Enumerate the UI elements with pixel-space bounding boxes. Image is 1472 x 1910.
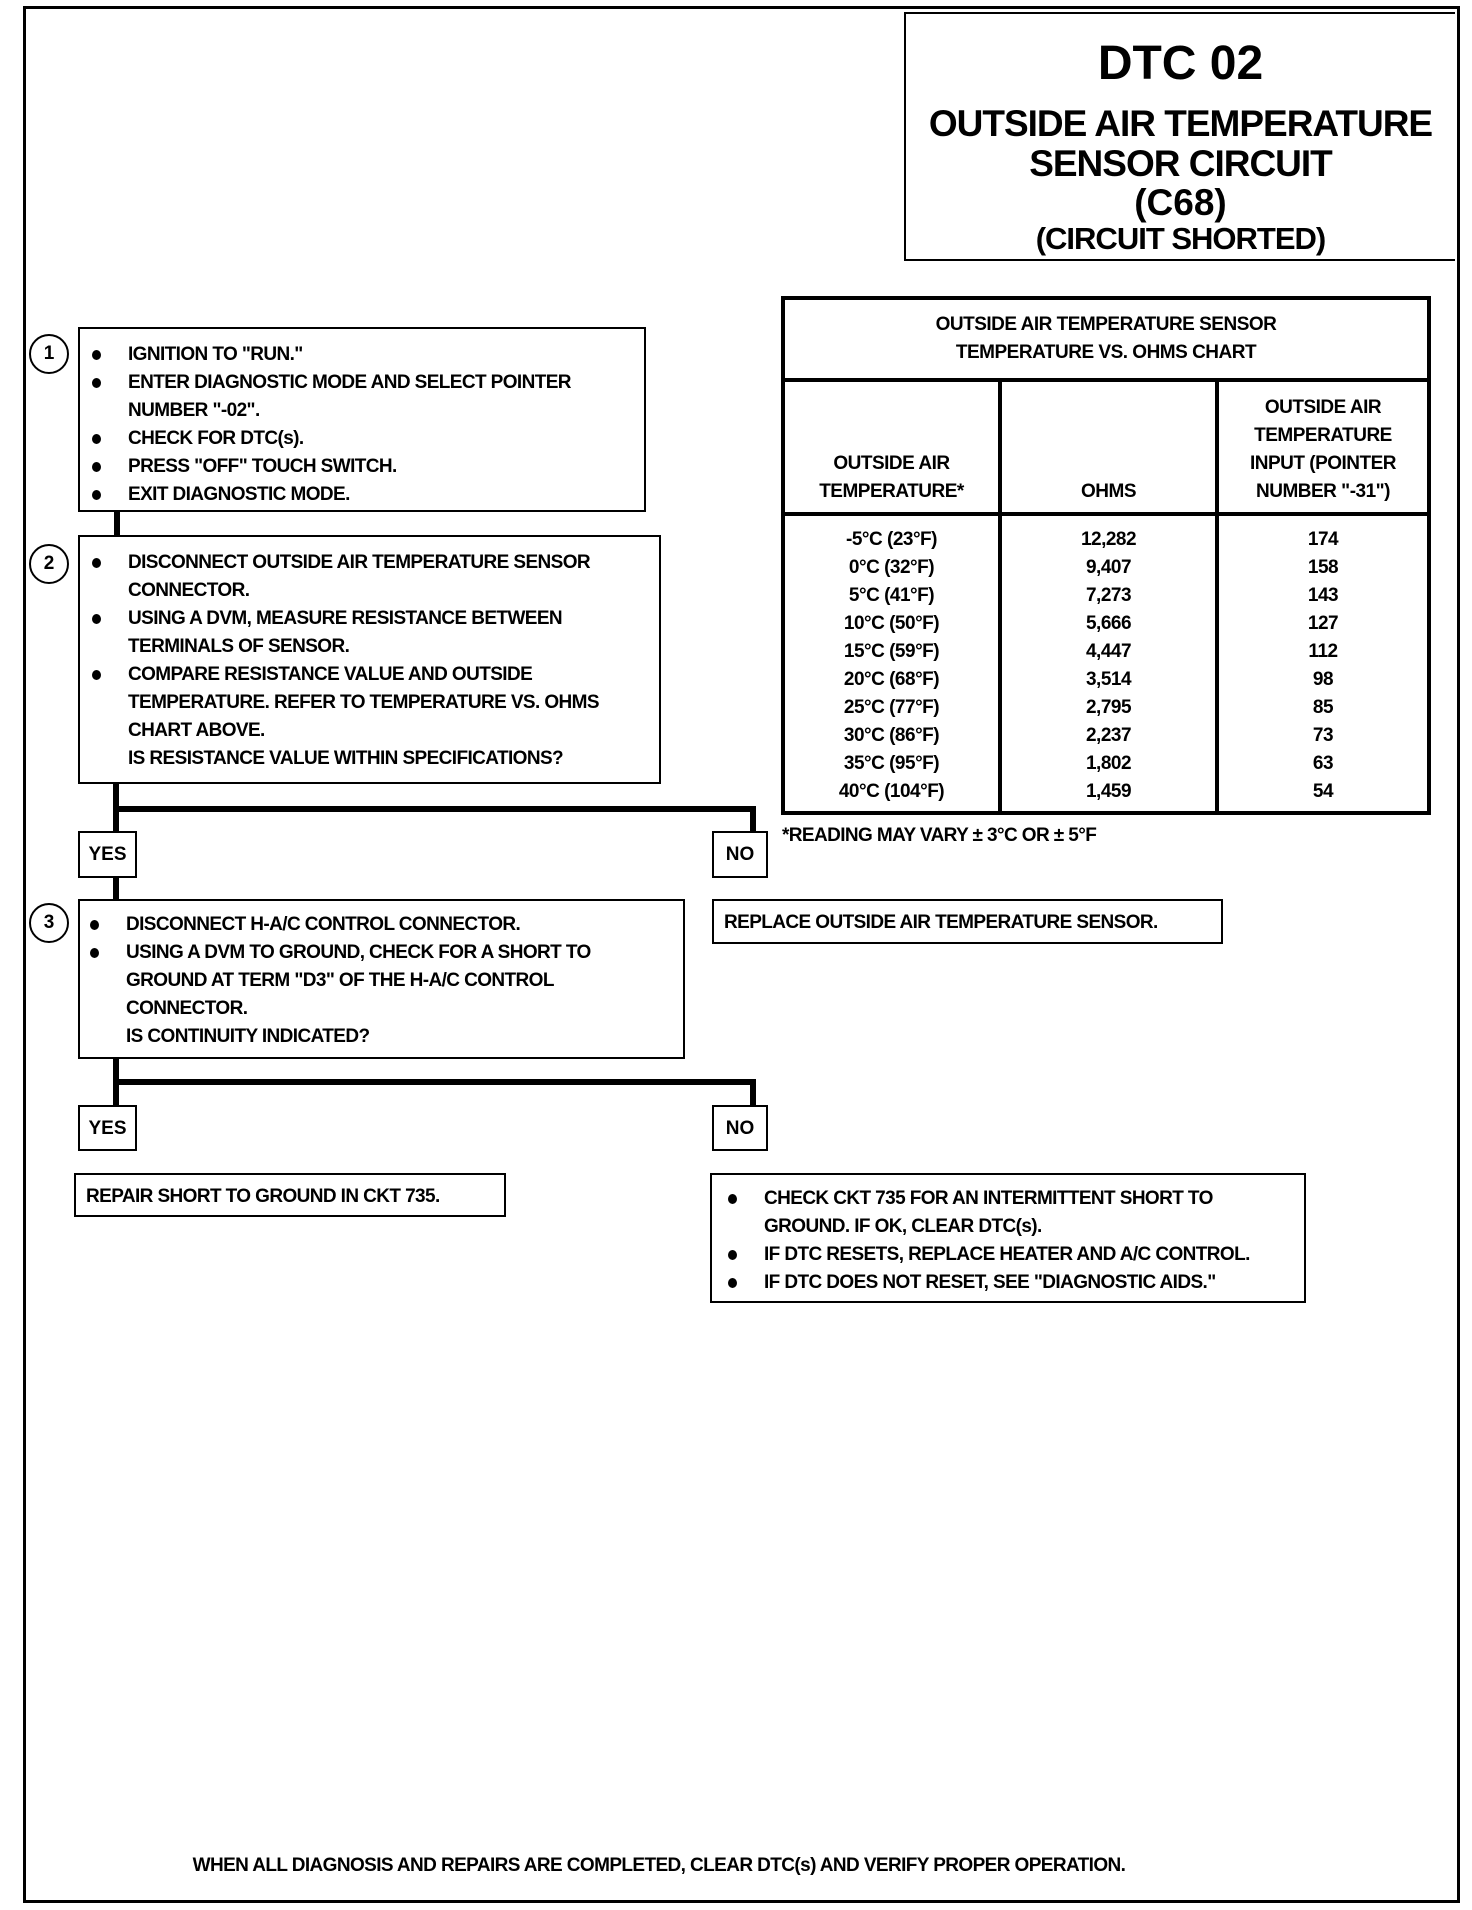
step-3-list <box>84 911 673 1051</box>
temperature-cell: 15°C (59°F) <box>843 641 940 662</box>
chart-footnote: *READING MAY VARY ± 3°C OR ± 5°F <box>782 825 1097 846</box>
header-temperature: OUTSIDE AIR TEMPERATURE* <box>783 380 1000 514</box>
step-item: IGNITION TO "RUN." <box>86 341 634 369</box>
ohms-cell: 9,407 <box>1085 557 1132 578</box>
temperature-cell: 30°C (86°F) <box>843 725 940 746</box>
pointer-cell: 73 <box>1312 725 1334 746</box>
step-item: USING A DVM TO GROUND, CHECK FOR A SHORT TO GROUND AT TERM "D3" OF THE H-A/C CONTROL CONNECTOR. <box>84 939 673 1023</box>
temperature-cell: 5°C (41°F) <box>848 585 935 606</box>
step-number-3: 3 <box>29 903 69 943</box>
pointer-cell: 174 <box>1307 529 1339 550</box>
chart-title: OUTSIDE AIR TEMPERATURE SENSOR TEMPERATURE VS. OHMS CHART <box>783 298 1429 380</box>
header-ohms: OHMS <box>1000 380 1217 514</box>
check-circuit-box <box>710 1173 1306 1303</box>
connector-line <box>750 806 756 832</box>
pointer-cell: 158 <box>1307 557 1339 578</box>
temperature-cell: 0°C (32°F) <box>848 557 935 578</box>
step-question: IS RESISTANCE VALUE WITHIN SPECIFICATIONS? <box>128 748 564 769</box>
temperature-cell: 25°C (77°F) <box>843 697 940 718</box>
temperature-cell: 40°C (104°F) <box>838 781 945 802</box>
step-item: DISCONNECT OUTSIDE AIR TEMPERATURE SENSOR CONNECTOR. <box>86 549 649 605</box>
ohms-cell: 3,514 <box>1085 669 1132 690</box>
step-item: ENTER DIAGNOSTIC MODE AND SELECT POINTER NUMBER "-02". <box>86 369 634 425</box>
temperature-cell: 35°C (95°F) <box>843 753 940 774</box>
ohms-cell: 4,447 <box>1085 641 1132 662</box>
ohms-cell: 2,237 <box>1085 725 1132 746</box>
pointer-cell: 63 <box>1312 753 1334 774</box>
check-item: CHECK CKT 735 FOR AN INTERMITTENT SHORT TO GROUND. IF OK, CLEAR DTC(s). <box>722 1185 1294 1241</box>
no-label: NO <box>712 831 768 878</box>
connector-line <box>114 512 120 536</box>
dtc-code: DTC 02 <box>1097 37 1264 90</box>
ohms-cell: 1,802 <box>1085 753 1132 774</box>
title-block <box>904 12 1455 261</box>
connector-line <box>750 1079 756 1106</box>
pointer-cell: 54 <box>1312 781 1334 802</box>
ohms-cell: 1,459 <box>1085 781 1132 802</box>
ohms-cell: 5,666 <box>1085 613 1132 634</box>
ohms-cell: 12,282 <box>1080 529 1137 550</box>
pointer-cell: 85 <box>1312 697 1334 718</box>
title-line: (C68) <box>1134 182 1227 223</box>
step-number-2: 2 <box>29 544 69 584</box>
temperature-cell: 20°C (68°F) <box>843 669 940 690</box>
step-1-list <box>86 341 634 509</box>
step-item: COMPARE RESISTANCE VALUE AND OUTSIDE TEMPERATURE. REFER TO TEMPERATURE VS. OHMS CHART ABOVE. <box>86 661 649 745</box>
repair-short-box: REPAIR SHORT TO GROUND IN CKT 735. <box>74 1173 506 1217</box>
replace-sensor-box: REPLACE OUTSIDE AIR TEMPERATURE SENSOR. <box>712 899 1223 944</box>
title-line: (CIRCUIT SHORTED) <box>1035 221 1326 256</box>
step-item: EXIT DIAGNOSTIC MODE. <box>86 481 634 509</box>
temperature-ohms-chart <box>781 296 1431 815</box>
step-item: DISCONNECT H-A/C CONTROL CONNECTOR. <box>84 911 673 939</box>
step-item: PRESS "OFF" TOUCH SWITCH. <box>86 453 634 481</box>
ohms-cell: 2,795 <box>1085 697 1132 718</box>
ohms-cell: 7,273 <box>1085 585 1132 606</box>
pointer-column <box>1217 514 1429 813</box>
ohms-column <box>1000 514 1217 813</box>
temperature-cell: 10°C (50°F) <box>843 613 940 634</box>
step-2-list <box>86 549 649 773</box>
step-2-box <box>78 535 661 784</box>
header-pointer-input: OUTSIDE AIR TEMPERATURE INPUT (POINTER NUMBER "-31") <box>1217 380 1429 514</box>
temperature-cell: -5°C (23°F) <box>846 529 937 550</box>
step-3-box <box>78 899 685 1059</box>
step-item: CHECK FOR DTC(s). <box>86 425 634 453</box>
check-item: IF DTC RESETS, REPLACE HEATER AND A/C CONTROL. <box>722 1241 1294 1269</box>
connector-line <box>113 1079 756 1085</box>
footer-note: WHEN ALL DIAGNOSIS AND REPAIRS ARE COMPLETED, CLEAR DTC(s) AND VERIFY PROPER OPERATION. <box>192 1855 1126 1876</box>
step-1-box <box>78 327 646 512</box>
check-list <box>722 1185 1294 1297</box>
yes-label: YES <box>78 831 137 878</box>
step-number-1: 1 <box>29 334 69 374</box>
pointer-cell: 98 <box>1312 669 1334 690</box>
connector-line <box>113 806 756 812</box>
pointer-cell: 143 <box>1307 585 1339 606</box>
no-label: NO <box>712 1105 768 1151</box>
temperature-column <box>783 514 1000 813</box>
step-question: IS CONTINUITY INDICATED? <box>126 1026 370 1047</box>
pointer-cell: 127 <box>1307 613 1339 634</box>
check-item: IF DTC DOES NOT RESET, SEE "DIAGNOSTIC AIDS." <box>722 1269 1294 1297</box>
title-line: OUTSIDE AIR TEMPERATURE <box>928 103 1433 144</box>
step-item: USING A DVM, MEASURE RESISTANCE BETWEEN TERMINALS OF SENSOR. <box>86 605 649 661</box>
yes-label: YES <box>78 1105 137 1151</box>
pointer-cell: 112 <box>1308 641 1338 662</box>
title-line: SENSOR CIRCUIT <box>1029 143 1332 184</box>
